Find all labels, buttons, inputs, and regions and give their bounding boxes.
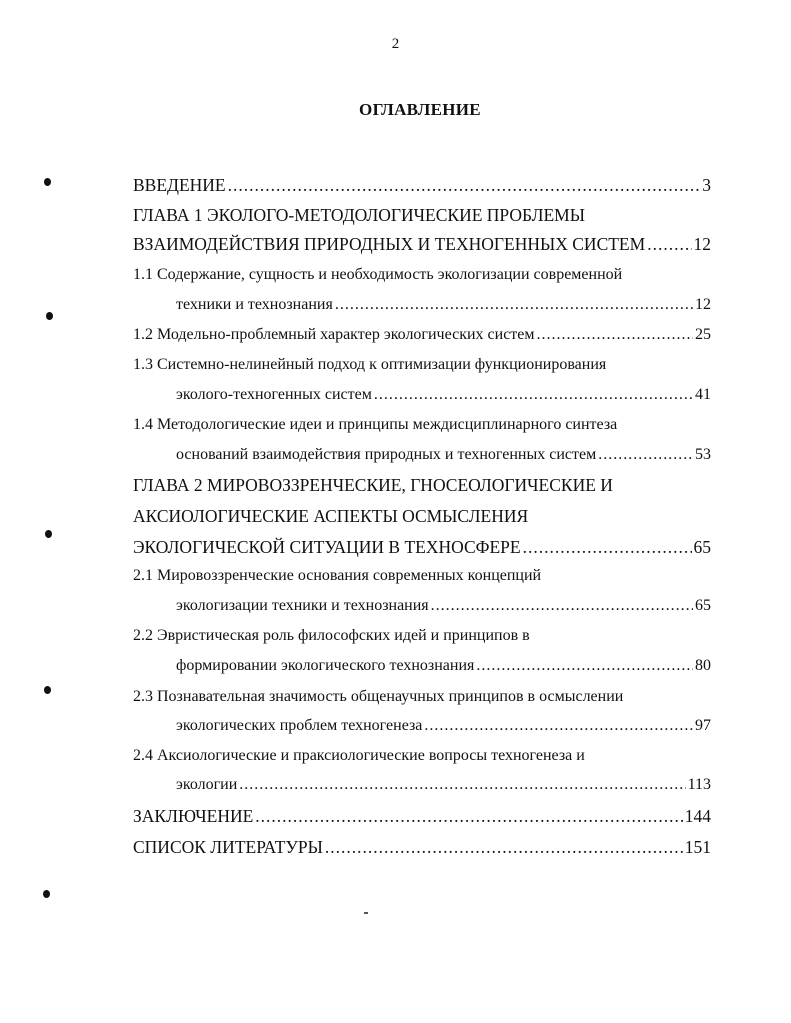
toc-entry-section-2-4[interactable] [133, 776, 711, 794]
toc-entry-title: экологических проблем техногенеза [176, 717, 423, 734]
toc-entry-title: ЗАКЛЮЧЕНИЕ [133, 806, 254, 826]
toc-entry-title: техники и технознания [176, 296, 333, 313]
binding-hole-mark [44, 686, 51, 694]
leader-dots [374, 386, 693, 404]
toc-entry-bibliography[interactable] [133, 837, 711, 858]
page-number: 2 [391, 36, 400, 52]
toc-entry-chapter-1-line[interactable]: ГЛАВА 1 ЭКОЛОГО-МЕТОДОЛОГИЧЕСКИЕ ПРОБЛЕМЫ [133, 205, 585, 225]
binding-hole-mark [44, 178, 51, 186]
toc-entry-chapter-2-line[interactable]: ГЛАВА 2 МИРОВОЗЗРЕНЧЕСКИЕ, ГНОСЕОЛОГИЧЕСКИЕ И [133, 475, 613, 495]
toc-entry-chapter-2-line[interactable]: АКСИОЛОГИЧЕСКИЕ АСПЕКТЫ ОСМЫСЛЕНИЯ [133, 506, 529, 526]
toc-entry-section-2-2[interactable] [133, 657, 711, 675]
toc-entry-section-1-2[interactable] [133, 326, 711, 344]
toc-entry-chapter-2[interactable] [133, 537, 711, 558]
toc-page-number: 65 [695, 597, 711, 614]
toc-page-number: 53 [695, 446, 711, 463]
binding-hole-mark [45, 530, 52, 538]
toc-page-number: 113 [687, 776, 711, 793]
scan-speck [364, 912, 368, 914]
leader-dots [228, 175, 701, 196]
toc-entry-section-1-4-line[interactable]: 1.4 Методологические идеи и принципы междисциплинарного синтеза [133, 416, 618, 433]
toc-page-number: 12 [693, 234, 711, 254]
toc-entry-section-2-3-line[interactable]: 2.3 Познавательная значимость общенаучных принципов в осмыслении [133, 688, 624, 705]
page-title: ОГЛАВЛЕНИЕ [359, 100, 481, 119]
leader-dots [335, 296, 693, 314]
leader-dots [476, 657, 693, 675]
toc-entry-section-2-1[interactable] [133, 597, 711, 615]
toc-entry-chapter-1[interactable] [133, 234, 711, 255]
leader-dots [325, 837, 683, 858]
toc-entry-section-2-1-line[interactable]: 2.1 Мировоззренческие основания современных концепций [133, 567, 542, 584]
toc-entry-title: формировании экологического технознания [176, 657, 475, 674]
leader-dots [255, 806, 682, 827]
toc-page-number: 41 [695, 386, 711, 403]
leader-dots [431, 597, 693, 615]
toc-entry-section-2-2-line[interactable]: 2.2 Эвристическая роль философских идей и принципов в [133, 627, 530, 644]
toc-entry-title: экологии [176, 776, 238, 793]
toc-entry-section-1-1[interactable] [133, 296, 711, 314]
toc-entry-title: эколого-техногенных систем [176, 386, 372, 403]
toc-page-number: 12 [695, 296, 711, 313]
toc-entry-title: ВВЕДЕНИЕ [133, 175, 226, 195]
leader-dots [239, 776, 685, 794]
toc-entry-title: 1.2 Модельно-проблемный характер экологических систем [133, 326, 535, 343]
toc-entry-section-1-3[interactable] [133, 386, 711, 404]
toc-entry-title: экологизации техники и технознания [176, 597, 429, 614]
toc-entry-title: оснований взаимодействия природных и техногенных систем [176, 446, 597, 463]
toc-page-number: 151 [684, 837, 711, 857]
leader-dots [523, 537, 692, 558]
toc-entry-title: ВЗАИМОДЕЙСТВИЯ ПРИРОДНЫХ И ТЕХНОГЕННЫХ СИСТЕМ [133, 234, 646, 254]
toc-entry-section-2-3[interactable] [133, 717, 711, 735]
leader-dots [598, 446, 693, 464]
toc-page-number: 3 [702, 175, 711, 195]
binding-hole-mark [46, 312, 53, 320]
toc-entry-section-1-1-line[interactable]: 1.1 Содержание, сущность и необходимость экологизации современной [133, 266, 623, 283]
leader-dots [424, 717, 693, 735]
toc-entry-intro[interactable] [133, 175, 711, 196]
toc-entry-section-2-4-line[interactable]: 2.4 Аксиологические и праксиологические вопросы техногенеза и [133, 747, 585, 764]
toc-entry-title: СПИСОК ЛИТЕРАТУРЫ [133, 837, 323, 857]
toc-entry-section-1-3-line[interactable]: 1.3 Системно-нелинейный подход к оптимизации функционирования [133, 356, 607, 373]
toc-entry-title: ЭКОЛОГИЧЕСКОЙ СИТУАЦИИ В ТЕХНОСФЕРЕ [133, 537, 521, 557]
toc-entry-section-1-4[interactable] [133, 446, 711, 464]
toc-page-number: 144 [684, 806, 711, 826]
toc-page-number: 80 [695, 657, 711, 674]
toc-page-number: 97 [695, 717, 711, 734]
leader-dots [647, 234, 691, 255]
toc-page-number: 25 [695, 326, 711, 343]
toc-entry-conclusion[interactable] [133, 806, 711, 827]
binding-hole-mark [43, 890, 50, 898]
leader-dots [537, 326, 693, 344]
toc-page-number: 65 [693, 537, 711, 557]
